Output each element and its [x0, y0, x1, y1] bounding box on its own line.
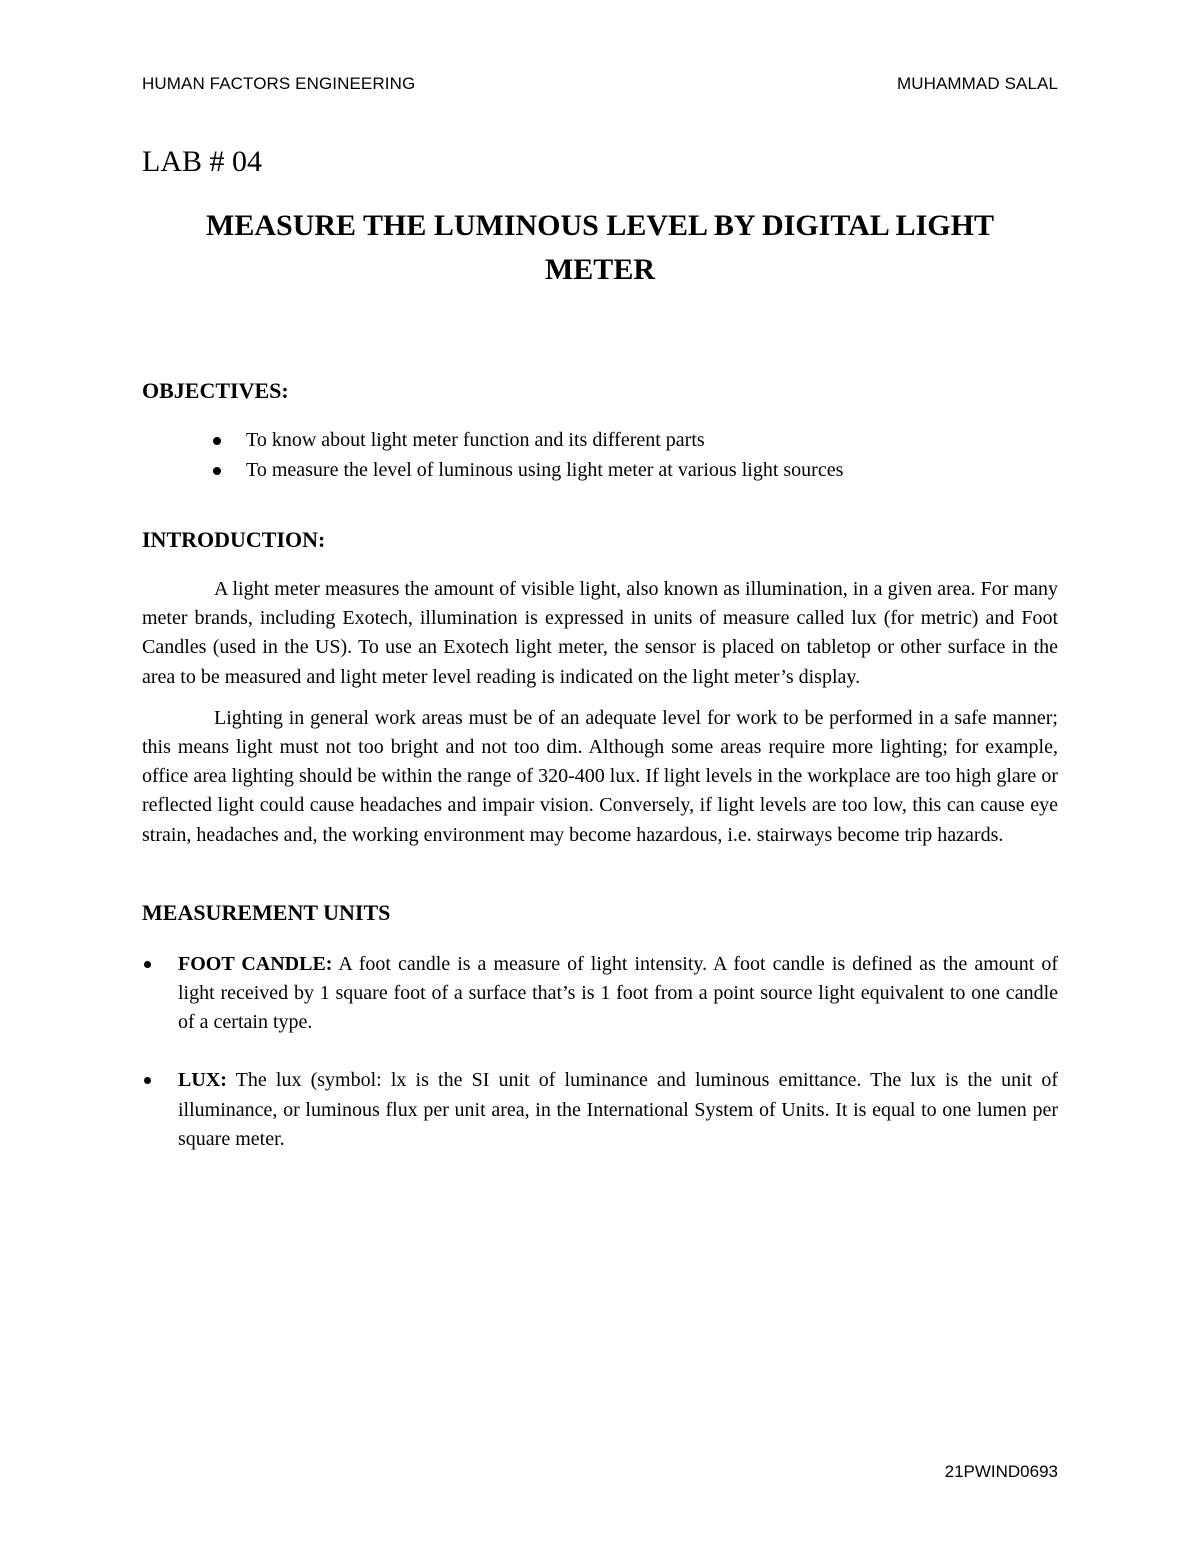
document-body: [142, 142, 1058, 1154]
measurement-units-heading: MEASUREMENT UNITS: [142, 899, 391, 925]
running-header: [142, 74, 1058, 94]
bullet-icon: [213, 437, 221, 445]
introduction-heading: INTRODUCTION:: [142, 527, 326, 552]
bullet-icon: [213, 467, 221, 475]
objectives-list: [142, 426, 1058, 485]
lab-number: LAB # 04: [142, 145, 262, 178]
bullet-icon: [144, 1077, 151, 1084]
unit-definition: The lux (symbol: lx is the SI unit of luminance and luminous emittance. The lux is the unit of illuminance, or luminous flux per unit area, in the International System of Units. It is equal to one lumen per square meter.: [178, 1069, 1058, 1150]
list-item: [142, 426, 1058, 456]
objectives-heading: OBJECTIVES:: [142, 378, 289, 403]
list-item: [142, 1066, 1058, 1154]
introduction-paragraph: Lighting in general work areas must be of an adequate level for work to be performed in a safe manner; this means light must not too bright and not too dim. Although some areas require more lighting; for example, office area lighting should be within the range of 320-400 lux. If light levels in the workplace are too high glare or reflected light could cause headaches and impair vision. Conversely, if light levels are too low, this can cause eye strain, headaches and, the working environment may become hazardous, i.e. stairways become trip hazards.: [142, 706, 1058, 846]
unit-definition: A foot candle is a measure of light intensity. A foot candle is defined as the amount of light received by 1 square foot of a surface that’s is 1 foot from a point source light equivalent to one candle of a certain type.: [178, 952, 1058, 1034]
unit-term: FOOT CANDLE:: [178, 952, 333, 975]
list-item: [142, 456, 1058, 486]
unit-term: LUX:: [178, 1069, 227, 1092]
header-course-title: HUMAN FACTORS ENGINEERING: [142, 74, 416, 93]
list-item: [142, 950, 1058, 1038]
footer-student-id: 21PWIND0693: [944, 1462, 1058, 1481]
objective-text: To know about light meter function and its different parts: [246, 429, 705, 451]
bullet-icon: [144, 961, 151, 968]
measurement-units-list: [142, 950, 1058, 1154]
header-author-name: MUHAMMAD SALAL: [896, 74, 1058, 93]
introduction-paragraph: A light meter measures the amount of visible light, also known as illumination, in a given area. For many meter brands, including Exotech, illumination is expressed in units of measure called lux (for metric) and Foot Candles (used in the US). To use an Exotech light meter, the sensor is placed on tabletop or other surface in the area to be measured and light meter level reading is indicated on the light meter’s display.: [142, 578, 1058, 688]
objective-text: To measure the level of luminous using light meter at various light sources: [246, 458, 844, 481]
document-title: MEASURE THE LUMINOUS LEVEL BY DIGITAL LIGHT METER: [206, 209, 994, 286]
